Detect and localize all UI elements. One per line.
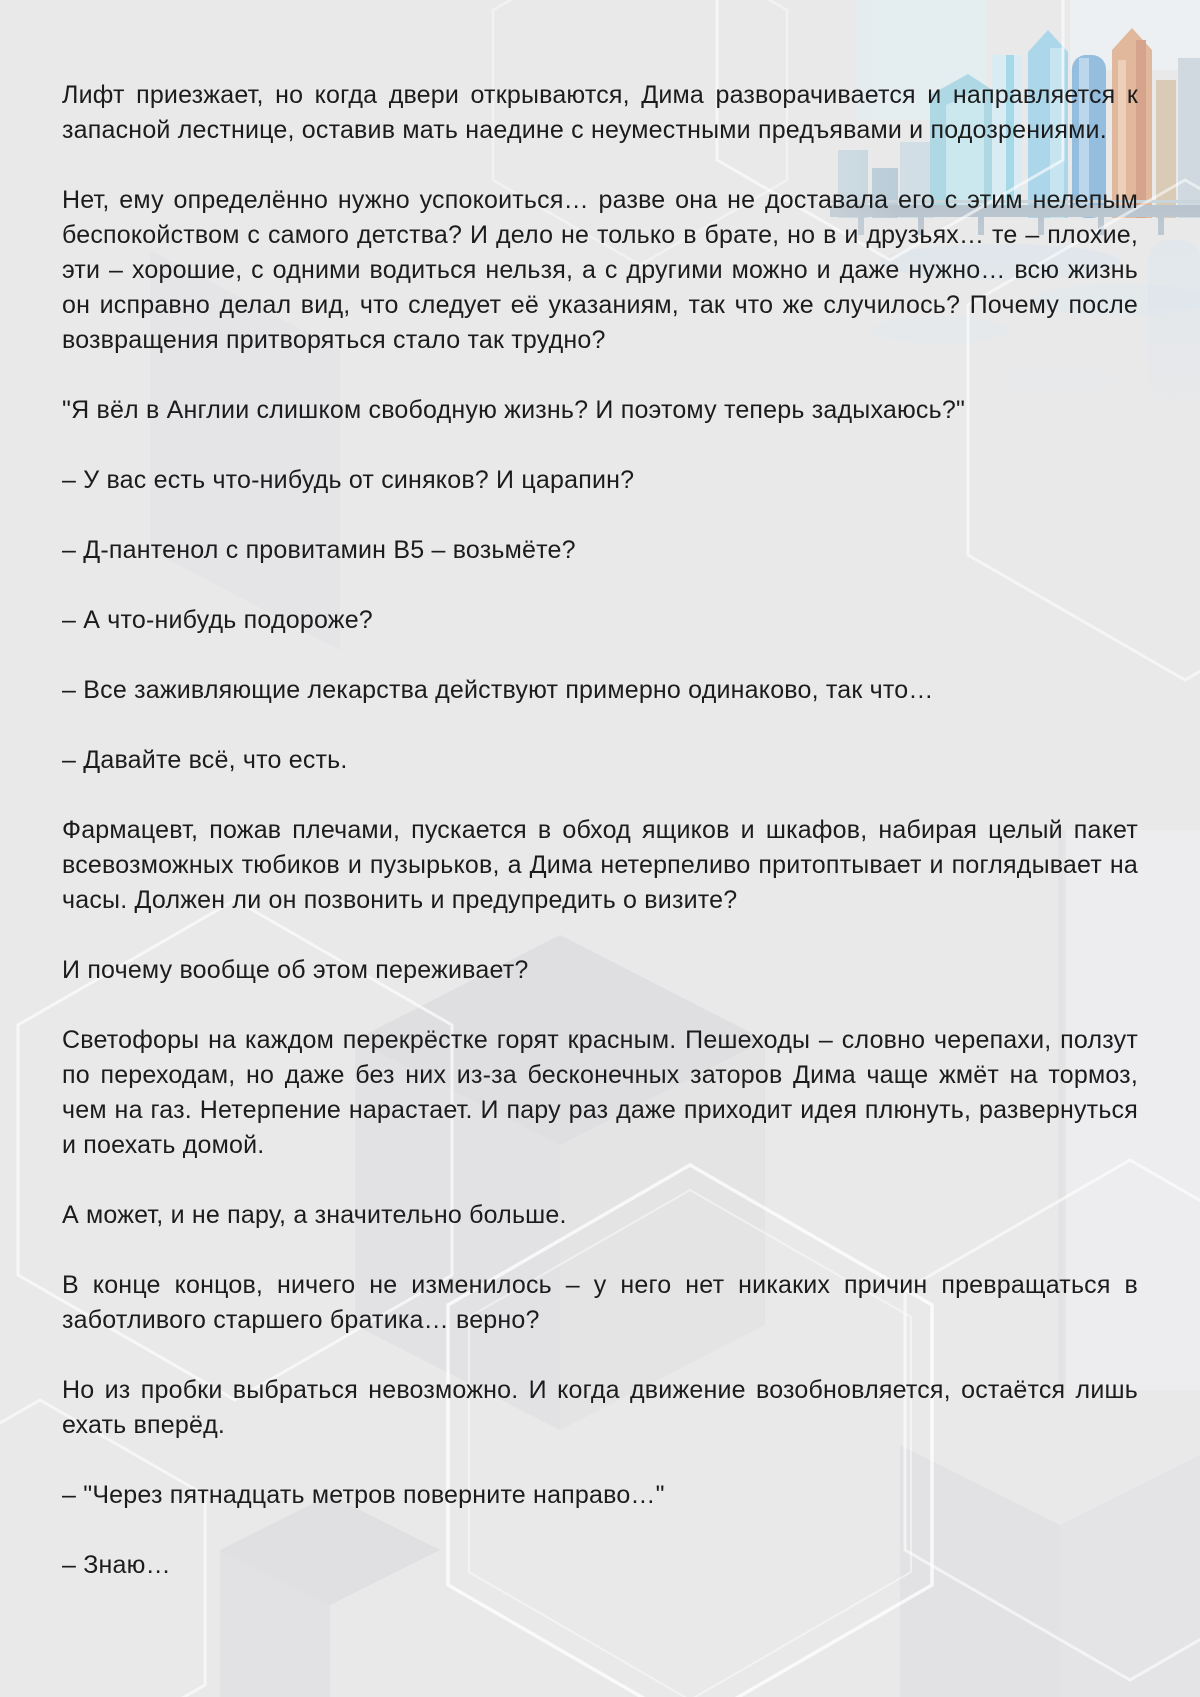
paragraph: А может, и не пару, а значительно больше. xyxy=(62,1201,567,1229)
paragraph: "Я вёл в Англии слишком свободную жизнь? И поэтому теперь задыхаюсь?" xyxy=(62,396,966,424)
paragraph: И почему вообще об этом переживает? xyxy=(62,956,529,984)
paragraph: – "Через пятнадцать метров поверните направо…" xyxy=(62,1481,665,1509)
paragraph: Нет, ему определённо нужно успокоиться… разве она не доставала его с этим нелепым беспокойством с самого детства? И дело не только в брате, но в и друзьях… те – плохие, эти – хорошие, с одними водиться нельзя, а с другими можно и даже нужно… всю жизнь он исправно делал вид, что следует её указаниям, так что же случилось? Почему после возвращения притворяться стало так трудно? xyxy=(62,186,1138,354)
paragraph: Фармацевт, пожав плечами, пускается в обход ящиков и шкафов, набирая целый пакет всевозможных тюбиков и пузырьков, а Дима нетерпеливо притоптывает и поглядывает на часы. Должен ли он позвонить и предупредить о визите? xyxy=(62,816,1138,914)
paragraph: – Знаю… xyxy=(62,1551,171,1579)
paragraph: – Все заживляющие лекарства действуют примерно одинаково, так что… xyxy=(62,676,934,704)
paragraph: – А что-нибудь подороже? xyxy=(62,606,373,634)
paragraph: Светофоры на каждом перекрёстке горят красным. Пешеходы – словно черепахи, ползут по переходам, но даже без них из-за бесконечных заторов Дима чаще жмёт на тормоз, чем на газ. Нетерпение нарастает. И пару раз даже приходит идея плюнуть, развернуться и поехать домой. xyxy=(62,1026,1138,1159)
paragraph: – Д-пантенол с провитамин В5 – возьмёте? xyxy=(62,536,576,564)
paragraph: – У вас есть что-нибудь от синяков? И царапин? xyxy=(62,466,635,494)
paragraph: Лифт приезжает, но когда двери открываются, Дима разворачивается и направляется к запасной лестнице, оставив мать наедине с неуместными предъявами и подозрениями. xyxy=(62,81,1138,144)
paragraph: Но из пробки выбраться невозможно. И когда движение возобновляется, остаётся лишь ехать вперёд. xyxy=(62,1376,1138,1439)
paragraph: – Давайте всё, что есть. xyxy=(62,746,348,774)
paragraph: В конце концов, ничего не изменилось – у него нет никаких причин превращаться в заботливого старшего братика… верно? xyxy=(62,1271,1138,1334)
